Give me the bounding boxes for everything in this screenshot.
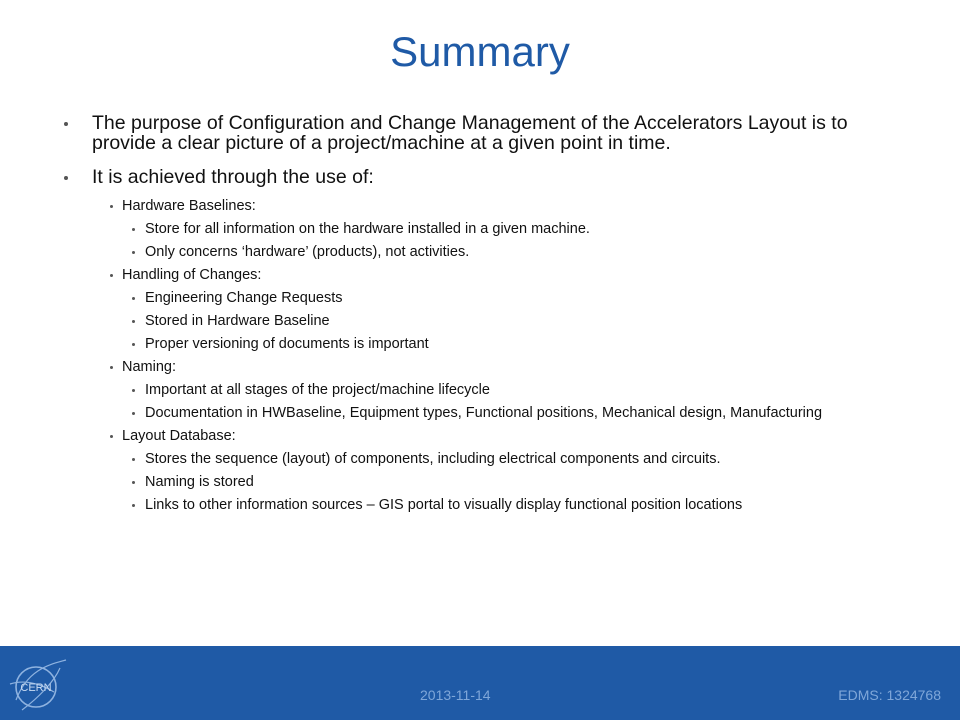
list-item-text: Engineering Change Requests bbox=[145, 290, 343, 306]
slide-title: Summary bbox=[390, 28, 570, 75]
list-item-text: Stores the sequence (layout) of components, including electrical components and circuits. bbox=[145, 451, 721, 467]
footer-bar bbox=[0, 646, 960, 720]
list-item bbox=[132, 222, 894, 237]
section-heading-naming bbox=[110, 360, 894, 375]
bullet-achieved bbox=[64, 167, 894, 187]
list-item bbox=[132, 383, 894, 398]
sub-sublist bbox=[132, 383, 894, 421]
bullet-dot-icon bbox=[64, 122, 68, 126]
section-heading-text: Hardware Baselines: bbox=[122, 198, 256, 214]
bullet-dot-icon bbox=[110, 435, 113, 438]
sub-sublist bbox=[132, 222, 894, 260]
list-item bbox=[132, 314, 894, 329]
bullet-dot-icon bbox=[110, 366, 113, 369]
section-heading-text: Layout Database: bbox=[122, 428, 236, 444]
bullet-dot-icon bbox=[110, 205, 113, 208]
bullet-dot-icon bbox=[132, 251, 135, 254]
bullet-dot-icon bbox=[132, 297, 135, 300]
section-heading-hardware-baselines bbox=[110, 199, 894, 214]
bullet-dot-icon bbox=[110, 274, 113, 277]
section-heading-text: Naming: bbox=[122, 359, 176, 375]
logo-text: CERN bbox=[20, 682, 52, 694]
list-item-text: Store for all information on the hardware installed in a given machine. bbox=[145, 221, 590, 237]
list-item bbox=[132, 337, 894, 352]
footer-edms: EDMS: 1324768 bbox=[838, 687, 941, 703]
list-item-text: Important at all stages of the project/machine lifecycle bbox=[145, 382, 490, 398]
list-item bbox=[132, 245, 894, 260]
sublist bbox=[110, 199, 894, 513]
bullet-dot-icon bbox=[132, 228, 135, 231]
bullet-text: The purpose of Configuration and Change Management of the Accelerators Layout is to provide a clear picture of a project/machine at a given point in time. bbox=[92, 112, 848, 154]
section-heading-layout-database bbox=[110, 429, 894, 444]
list-item bbox=[132, 406, 894, 421]
bullet-dot-icon bbox=[132, 458, 135, 461]
slide-content bbox=[64, 113, 894, 521]
list-item-text: Documentation in HWBaseline, Equipment types, Functional positions, Mechanical design, Manufacturing bbox=[145, 405, 823, 421]
list-item bbox=[132, 475, 894, 490]
bullet-dot-icon bbox=[132, 481, 135, 484]
bullet-dot-icon bbox=[132, 343, 135, 346]
list-item-text: Stored in Hardware Baseline bbox=[145, 313, 330, 329]
list-item-text: Naming is stored bbox=[145, 474, 254, 490]
list-item bbox=[132, 498, 894, 513]
bullet-dot-icon bbox=[132, 389, 135, 392]
section-heading-handling-of-changes bbox=[110, 268, 894, 283]
bullet-purpose bbox=[64, 113, 894, 153]
bullet-dot-icon bbox=[64, 176, 68, 180]
sub-sublist bbox=[132, 452, 894, 513]
section-heading-text: Handling of Changes: bbox=[122, 267, 262, 283]
bullet-dot-icon bbox=[132, 320, 135, 323]
bullet-dot-icon bbox=[132, 412, 135, 415]
bullet-text: It is achieved through the use of: bbox=[92, 166, 374, 188]
list-item-text: Links to other information sources – GIS portal to visually display functional position locations bbox=[145, 497, 743, 513]
bullet-dot-icon bbox=[132, 504, 135, 507]
sub-sublist bbox=[132, 291, 894, 352]
list-item-text: Proper versioning of documents is important bbox=[145, 336, 429, 352]
footer-date: 2013-11-14 bbox=[420, 687, 491, 703]
cern-logo-icon bbox=[8, 658, 70, 714]
list-item bbox=[132, 291, 894, 306]
list-item bbox=[132, 452, 894, 467]
list-item-text: Only concerns ‘hardware’ (products), not activities. bbox=[145, 244, 470, 260]
